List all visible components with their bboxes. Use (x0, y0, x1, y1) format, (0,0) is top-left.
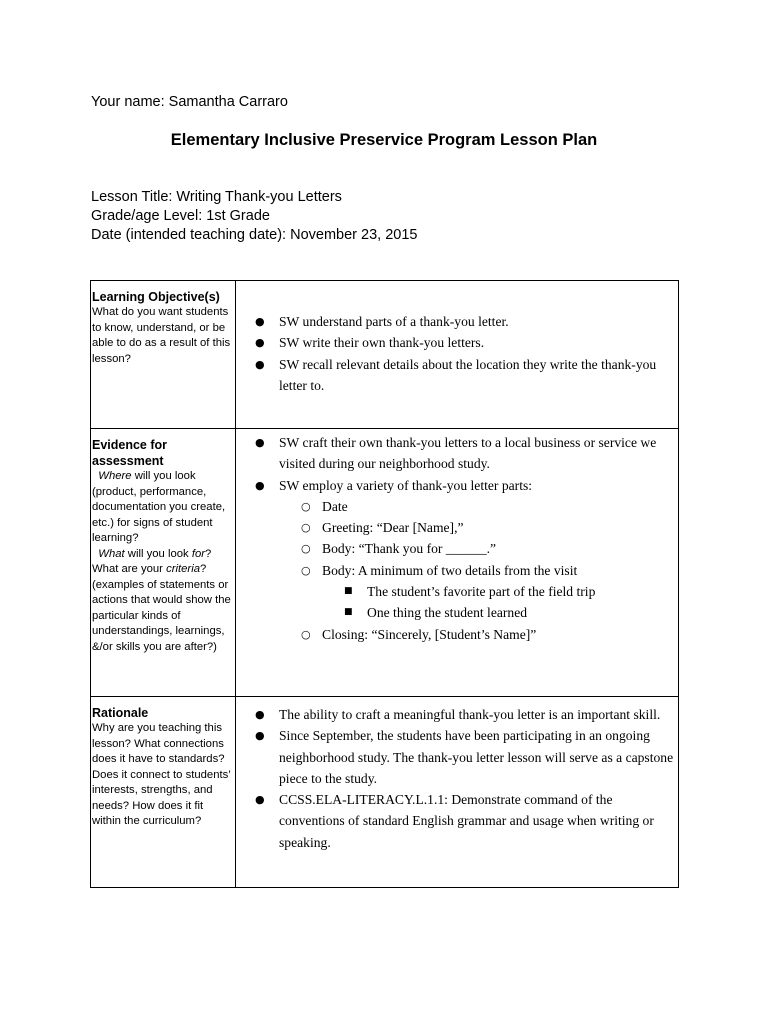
document-title: Elementary Inclusive Preservice Program Lesson Plan (170, 131, 598, 149)
prompt-text: ? What are your (92, 547, 212, 575)
evidence-list (236, 432, 678, 645)
section-prompt: Why are you teaching this lesson? What connections does it have to standards? Does it connect to students’ interests, strengths, and needs? How does it fit within the curriculum? (92, 722, 231, 827)
list-item: ○ Date (279, 496, 678, 517)
table-row (91, 281, 679, 429)
list-item: ● Since September, the students have been participating in an ongoing neighborhood study. The thank-you letter lesson will serve as a capstone piece to the study. (236, 725, 678, 789)
list-item: ■ One thing the student learned (322, 602, 678, 623)
prompt-text: ? (examples of statements or actions that would show the particular kinds of understandings, learnings, &/or skills you are after?) (92, 563, 231, 653)
list-item (279, 560, 678, 624)
list-item: ○ Greeting: “Dear [Name],” (279, 517, 678, 538)
list-item: ■ The student’s favorite part of the field trip (322, 581, 678, 602)
evidence-content-cell (236, 429, 679, 697)
objective-content-cell (236, 281, 679, 429)
list-item: ● SW understand parts of a thank-you letter. (236, 311, 678, 332)
section-prompt (92, 469, 235, 655)
list-item: ● SW write their own thank-you letters. (236, 332, 678, 353)
prompt-emphasis: for (191, 547, 206, 560)
list-item: ● SW recall relevant details about the location they write the thank-you letter to. (236, 354, 678, 397)
evidence-label-cell (91, 429, 236, 697)
prompt-emphasis: criteria (166, 563, 200, 575)
table-row (91, 697, 679, 888)
objective-list (236, 311, 678, 396)
objective-label-cell (91, 281, 236, 429)
prompt-text: will you look (product, performance, documentation you create, etc.) for signs of student learning? (92, 470, 226, 544)
table-row (91, 429, 679, 697)
grade-level: Grade/age Level: 1st Grade (91, 208, 270, 224)
list-item (236, 475, 678, 645)
lesson-title: Lesson Title: Writing Thank-you Letters (91, 189, 342, 205)
rationale-label-cell (91, 697, 236, 888)
rationale-list (236, 704, 678, 853)
list-item: ○ Body: “Thank you for ______.” (279, 538, 678, 559)
rationale-content-cell (236, 697, 679, 888)
list-item-text: Body: A minimum of two details from the visit (322, 562, 578, 578)
prompt-emphasis: Where (98, 470, 132, 482)
prompt-emphasis: What (98, 547, 125, 560)
list-item-text: SW employ a variety of thank-you letter parts: (279, 477, 533, 493)
prompt-text: will you look (124, 547, 192, 560)
letter-parts-list (279, 496, 678, 645)
list-item: ● CCSS.ELA-LITERACY.L.1.1: Demonstrate command of the conventions of standard English grammar and usage when writing or speaking. (236, 789, 678, 853)
list-item: ● SW craft their own thank-you letters to a local business or service we visited during our neighborhood study. (236, 432, 678, 475)
teaching-date: Date (intended teaching date): November 23, 2015 (91, 227, 418, 243)
list-item: ○ Closing: “Sincerely, [Student’s Name]” (279, 624, 678, 645)
section-heading: Learning Objective(s) (92, 290, 220, 304)
author-name: Your name: Samantha Carraro (91, 94, 288, 110)
lesson-plan-table (90, 280, 679, 888)
section-heading: Rationale (92, 706, 149, 720)
details-list (322, 581, 678, 624)
section-heading: Evidence for assessment (92, 438, 168, 468)
list-item: ● The ability to craft a meaningful thank-you letter is an important skill. (236, 704, 678, 725)
section-prompt: What do you want students to know, understand, or be able to do as a result of this lesson? (92, 306, 231, 365)
